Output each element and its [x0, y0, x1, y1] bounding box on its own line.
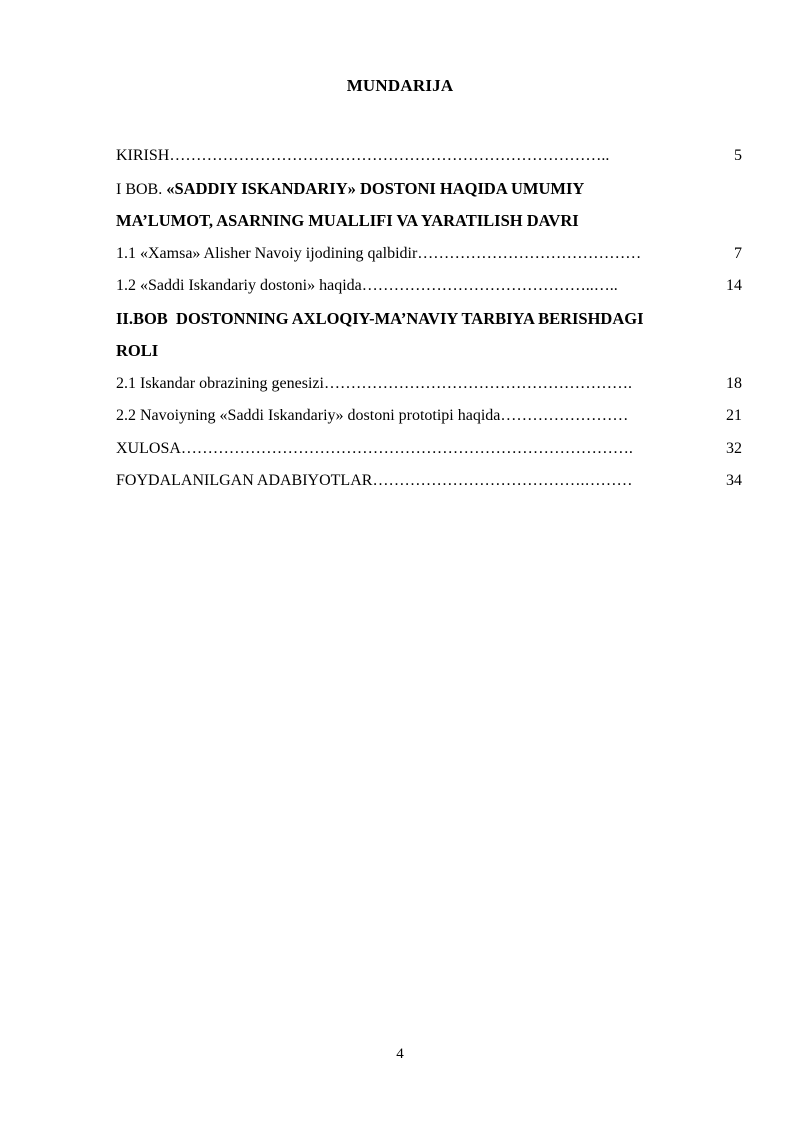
toc-entry-label: 1.2 «Saddi Iskandariy dostoni» haqida: [116, 277, 362, 294]
toc-dot-leader: ………………………………….………: [372, 472, 633, 489]
toc-page-number: 14: [726, 270, 742, 303]
toc-page-number: 18: [726, 368, 742, 401]
toc-chapter-1-prefix: I BOB.: [116, 180, 167, 198]
toc-entry-label: KIRISH: [116, 147, 170, 164]
toc-dot-leader: ………………………………………………………………………….: [180, 439, 633, 457]
table-of-contents: [116, 140, 742, 498]
toc-entry-kirish: [116, 140, 742, 173]
toc-page-number: 34: [726, 465, 742, 498]
page-title: MUNDARIJA: [346, 76, 454, 95]
toc-entry-label: FOYDALANILGAN ADABIYOTLAR: [116, 472, 373, 489]
toc-entry-xulosa: [116, 433, 742, 466]
toc-chapter-2-title-continued: ROLI: [116, 341, 159, 360]
toc-entry-label: 1.1 «Xamsa» Alisher Navoiy ijodining qalbidir: [116, 244, 418, 262]
toc-dot-leader: ………………………………………………………………………..: [169, 147, 610, 164]
toc-chapter-2-line-1: [116, 303, 742, 336]
toc-entry-adabiyotlar: [116, 465, 742, 498]
toc-entry-label: XULOSA: [116, 439, 181, 457]
toc-dot-leader: ……………………: [500, 407, 629, 424]
toc-chapter-1-line-2: [116, 205, 742, 238]
toc-chapter-1-line-1: [116, 173, 742, 206]
toc-entry-1-2: [116, 270, 742, 303]
toc-entry-1-1: [116, 238, 742, 271]
toc-entry-label: 2.1 Iskandar obrazining genesizi: [116, 374, 324, 392]
page-number: 4: [396, 1046, 404, 1062]
toc-page-number: 5: [734, 140, 742, 173]
toc-chapter-1-title-continued: MA’LUMOT, ASARNING MUALLIFI VA YARATILISH DAVRI: [116, 211, 579, 230]
toc-entry-2-1: [116, 368, 742, 401]
toc-dot-leader: ……………………………………: [417, 244, 642, 262]
toc-dot-leader: ………………………………………………….: [323, 374, 632, 392]
toc-entry-label: 2.2 Navoiyning «Saddi Iskandariy» dostoni prototipi haqida: [116, 407, 501, 424]
toc-entry-2-2: [116, 400, 742, 433]
toc-page-number: 7: [734, 238, 742, 271]
toc-chapter-2-title: II.BOB DOSTONNING AXLOQIY-MA’NAVIY TARBIYA BERISHDAGI: [116, 308, 644, 328]
toc-chapter-1-title: «SADDIY ISKANDARIY» DOSTONI HAQIDA UMUMIY: [166, 178, 585, 198]
toc-dot-leader: ……………………………………..…..: [361, 277, 618, 294]
toc-page-number: 32: [726, 433, 742, 466]
toc-page-number: 21: [726, 400, 742, 433]
toc-chapter-2-line-2: [116, 335, 742, 368]
